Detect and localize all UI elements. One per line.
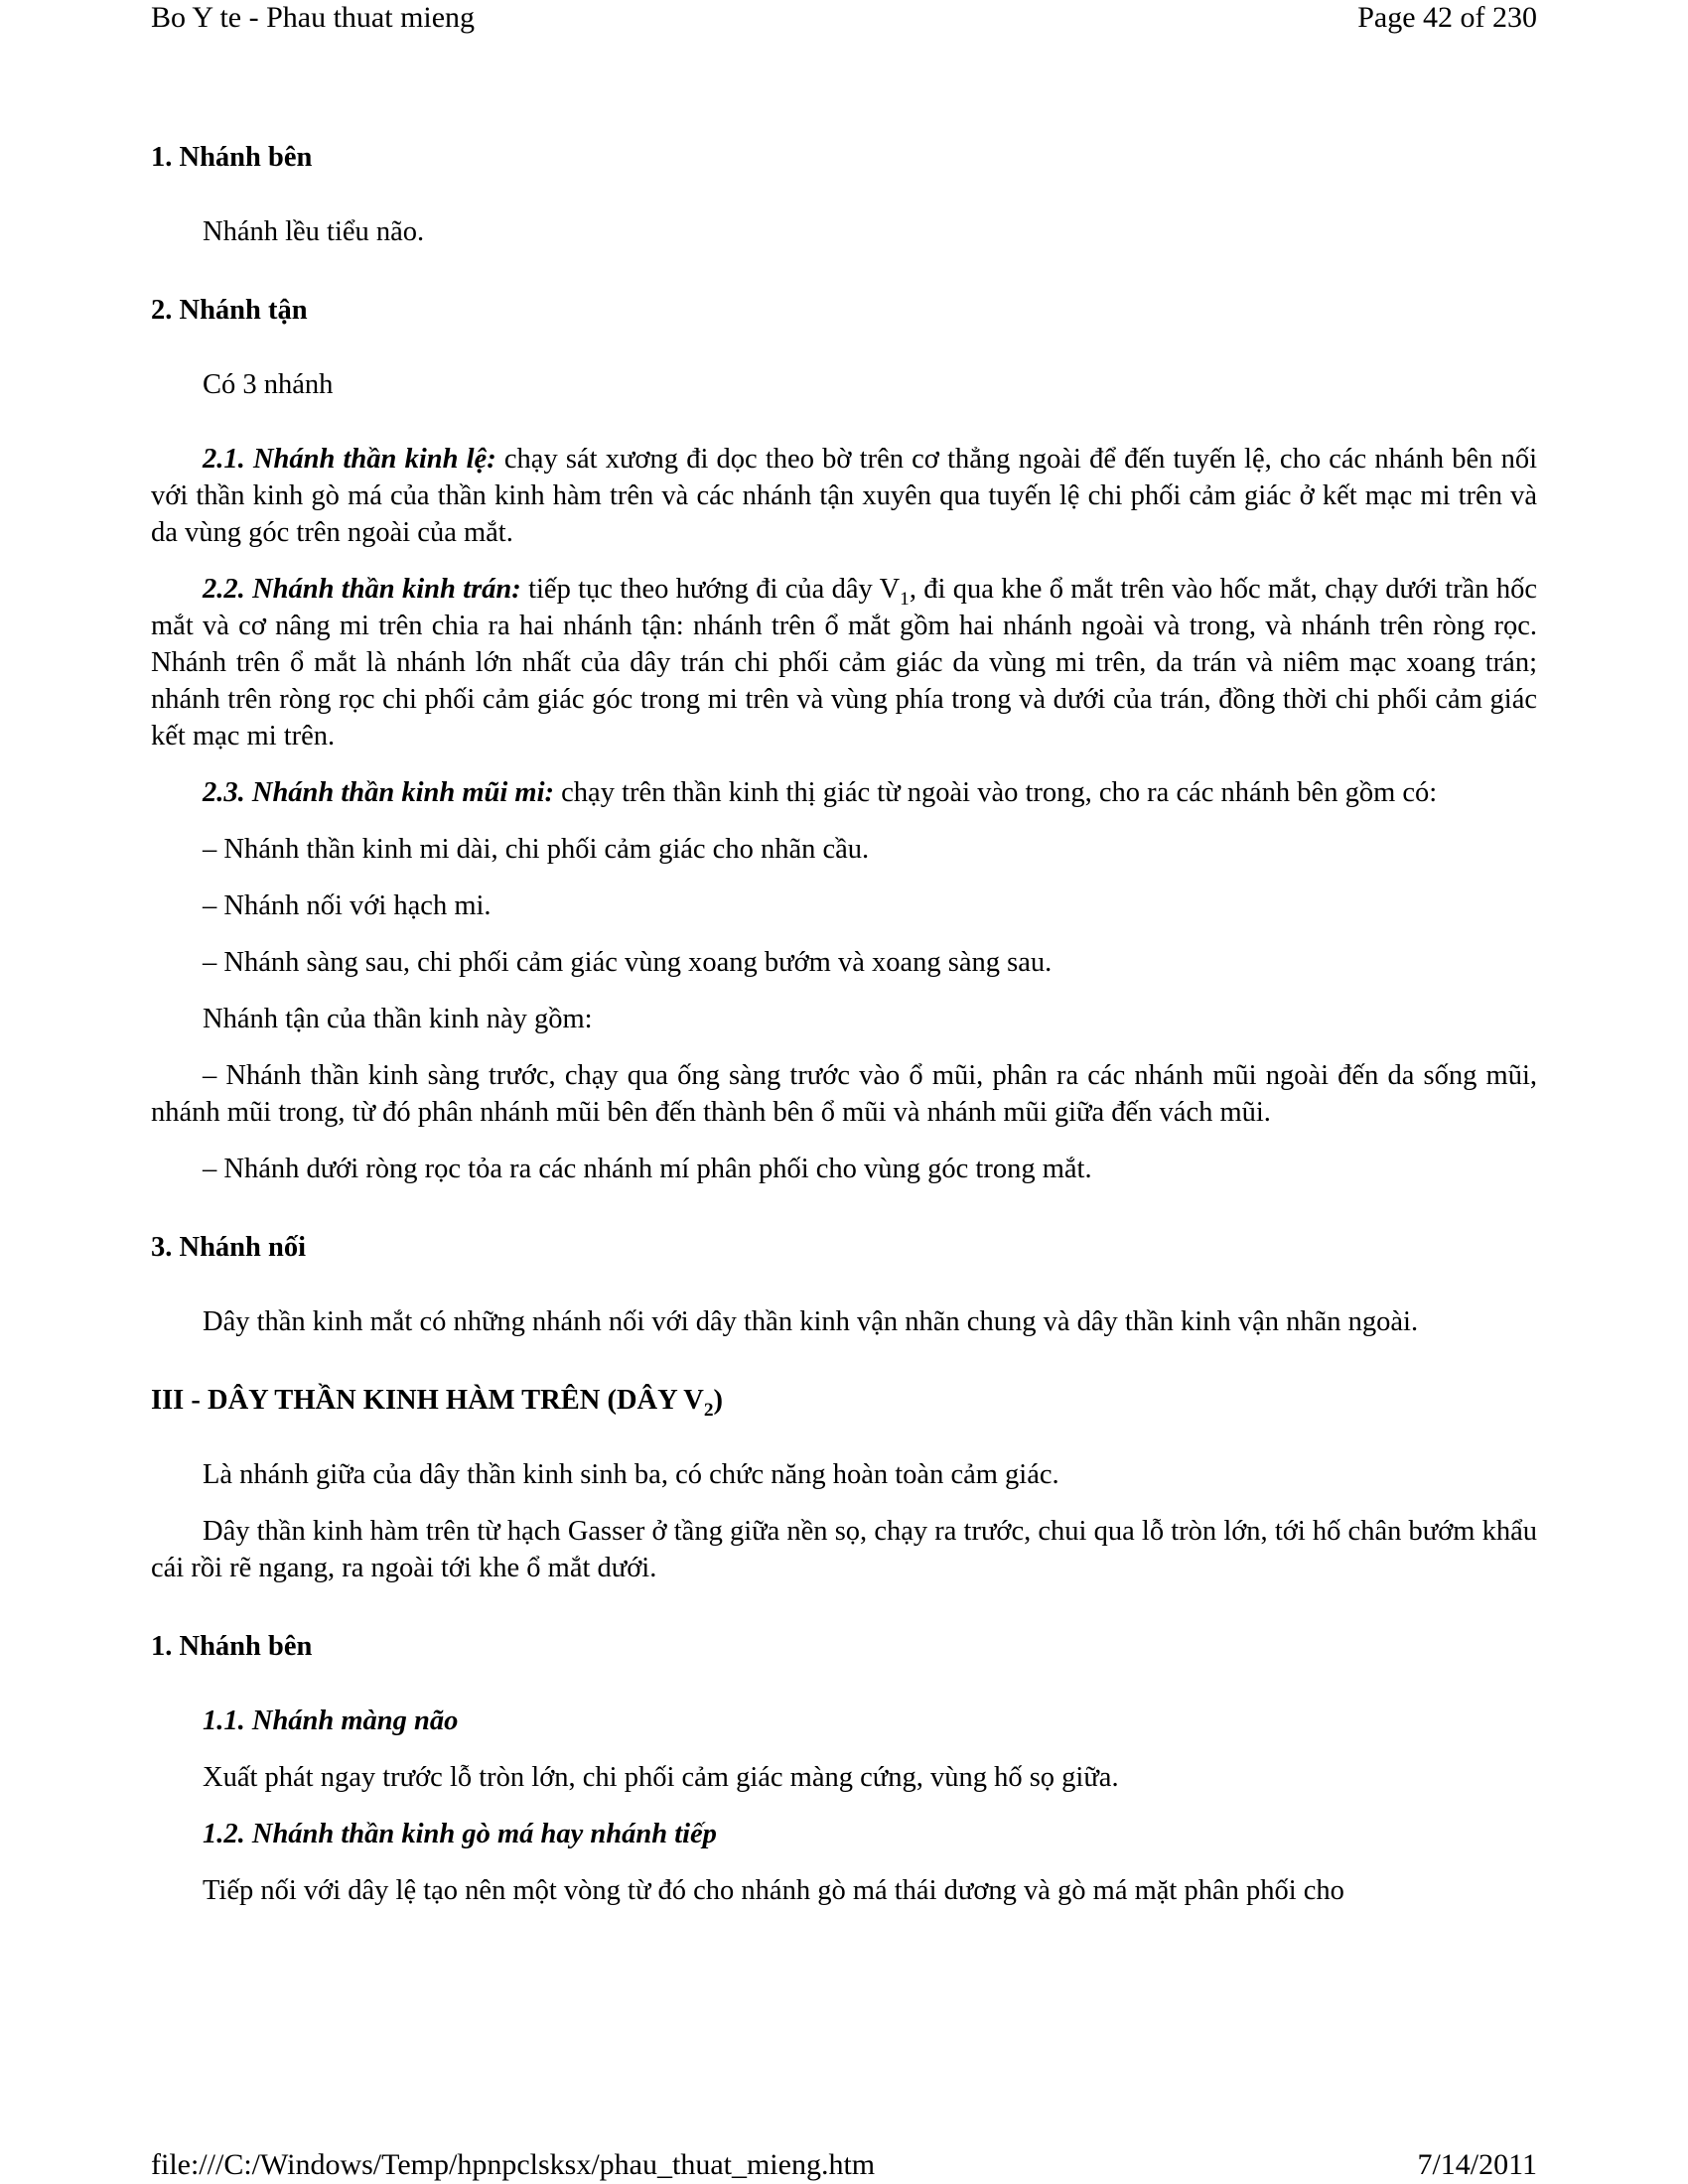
list-item: – Nhánh thần kinh mi dài, chi phối cảm giác cho nhãn cầu. bbox=[203, 834, 870, 865]
footer-date: 7/14/2011 bbox=[1417, 2148, 1537, 2181]
list-item: – Nhánh dưới ròng rọc tỏa ra các nhánh mí phân phối cho vùng góc trong mắt. bbox=[203, 1154, 1092, 1184]
paragraph: Nhánh tận của thần kinh này gồm: bbox=[203, 1004, 593, 1034]
paragraph-text: , đi qua khe ổ mắt trên vào hốc mắt, chạy dưới trần hốc mắt và cơ nâng mi trên chia ra hai nhánh tận: nhánh trên ổ mắt gồm hai nhánh ngoài và trong, và nhánh trên ròng rọc. Nhánh trên ổ mắt là nhánh lớn nhất của dây trán chi phối cảm giác da vùng mi trên, da trán và niêm mạc xoang trán; nhánh trên ròng rọc chi phối cảm giác góc trong mi trên và vùng phía trong và dưới của trán, đồng thời chi phối cảm giác kết mạc mi trên. bbox=[151, 574, 1537, 751]
list-item: – Nhánh nối với hạch mi. bbox=[203, 890, 492, 921]
paragraph: Nhánh lều tiểu não. bbox=[203, 216, 425, 247]
heading-nhanh-noi: 3. Nhánh nối bbox=[151, 1232, 307, 1263]
paragraph-2-1 bbox=[151, 441, 1537, 551]
paragraph: Xuất phát ngay trước lỗ tròn lớn, chi phối cảm giác màng cứng, vùng hố sọ giữa. bbox=[203, 1762, 1119, 1793]
paragraph: Tiếp nối với dây lệ tạo nên một vòng từ đó cho nhánh gò má thái dương và gò má mặt phân phối cho bbox=[203, 1875, 1344, 1906]
paragraph: Là nhánh giữa của dây thần kinh sinh ba, có chức năng hoàn toàn cảm giác. bbox=[203, 1459, 1059, 1490]
subscript: 2 bbox=[703, 1399, 714, 1421]
subscript: 1 bbox=[900, 588, 910, 610]
paragraph-text: tiếp tục theo hướng đi của dây V bbox=[520, 574, 901, 605]
subheading-2-3: 2.3. Nhánh thần kinh mũi mi: bbox=[203, 777, 555, 808]
paragraph: Dây thần kinh mắt có những nhánh nối với dây thần kinh vận nhãn chung và dây thần kinh vận nhãn ngoài. bbox=[203, 1306, 1419, 1337]
subheading-1-1: 1.1. Nhánh màng não bbox=[203, 1706, 459, 1736]
heading-nhanh-tan: 2. Nhánh tận bbox=[151, 295, 308, 326]
heading-day-v2: III - DÂY THẦN KINH HÀM TRÊN (DÂY $V_2$) bbox=[151, 1385, 724, 1421]
subheading-2-2: 2.2. Nhánh thần kinh trán: bbox=[203, 574, 521, 605]
header-page-number: Page 42 of 230 bbox=[1357, 1, 1537, 34]
paragraph-2-2 bbox=[151, 571, 1537, 754]
subheading-1-2: 1.2. Nhánh thần kinh gò má hay nhánh tiếp bbox=[203, 1819, 717, 1849]
footer-file-path: file:///C:/Windows/Temp/hpnpclsksx/phau_thuat_mieng.htm bbox=[151, 2148, 876, 2181]
subheading-2-1: 2.1. Nhánh thần kinh lệ: bbox=[203, 444, 496, 475]
heading-nhanh-ben: 1. Nhánh bên bbox=[151, 142, 313, 173]
page-footer bbox=[151, 2147, 1537, 2183]
header-title: Bo Y te - Phau thuat mieng bbox=[151, 1, 476, 34]
heading-nhanh-ben-2: 1. Nhánh bên bbox=[151, 1631, 313, 1662]
paragraph-text: chạy sát xương đi dọc theo bờ trên cơ thẳng ngoài để đến tuyến lệ, cho các nhánh bên nối với thần kinh gò má của thần kinh hàm trên và các nhánh tận xuyên qua tuyến lệ chi phối cảm giác ở kết mạc mi trên và da vùng góc trên ngoài của mắt. bbox=[151, 444, 1537, 548]
paragraph-text: chạy trên thần kinh thị giác từ ngoài vào trong, cho ra các nhánh bên gồm có: bbox=[554, 777, 1438, 808]
list-item: – Nhánh sàng sau, chi phối cảm giác vùng xoang bướm và xoang sàng sau. bbox=[203, 947, 1053, 978]
list-item: – Nhánh thần kinh sàng trước, chạy qua ống sàng trước vào ổ mũi, phân ra các nhánh mũi ngoài đến da sống mũi, nhánh mũi trong, từ đó phân nhánh mũi bên đến thành bên ổ mũi và nhánh mũi giữa đến vách mũi. bbox=[151, 1060, 1537, 1128]
paragraph: Có 3 nhánh bbox=[203, 369, 334, 400]
paragraph-2-3 bbox=[151, 774, 1537, 811]
paragraph: Dây thần kinh hàm trên từ hạch Gasser ở tầng giữa nền sọ, chạy ra trước, chui qua lỗ tròn lớn, tới hố chân bướm khẩu cái rồi rẽ ngang, ra ngoài tới khe ổ mắt dưới. bbox=[151, 1516, 1537, 1583]
page-header bbox=[151, 0, 1537, 36]
document-body bbox=[151, 139, 1537, 1909]
